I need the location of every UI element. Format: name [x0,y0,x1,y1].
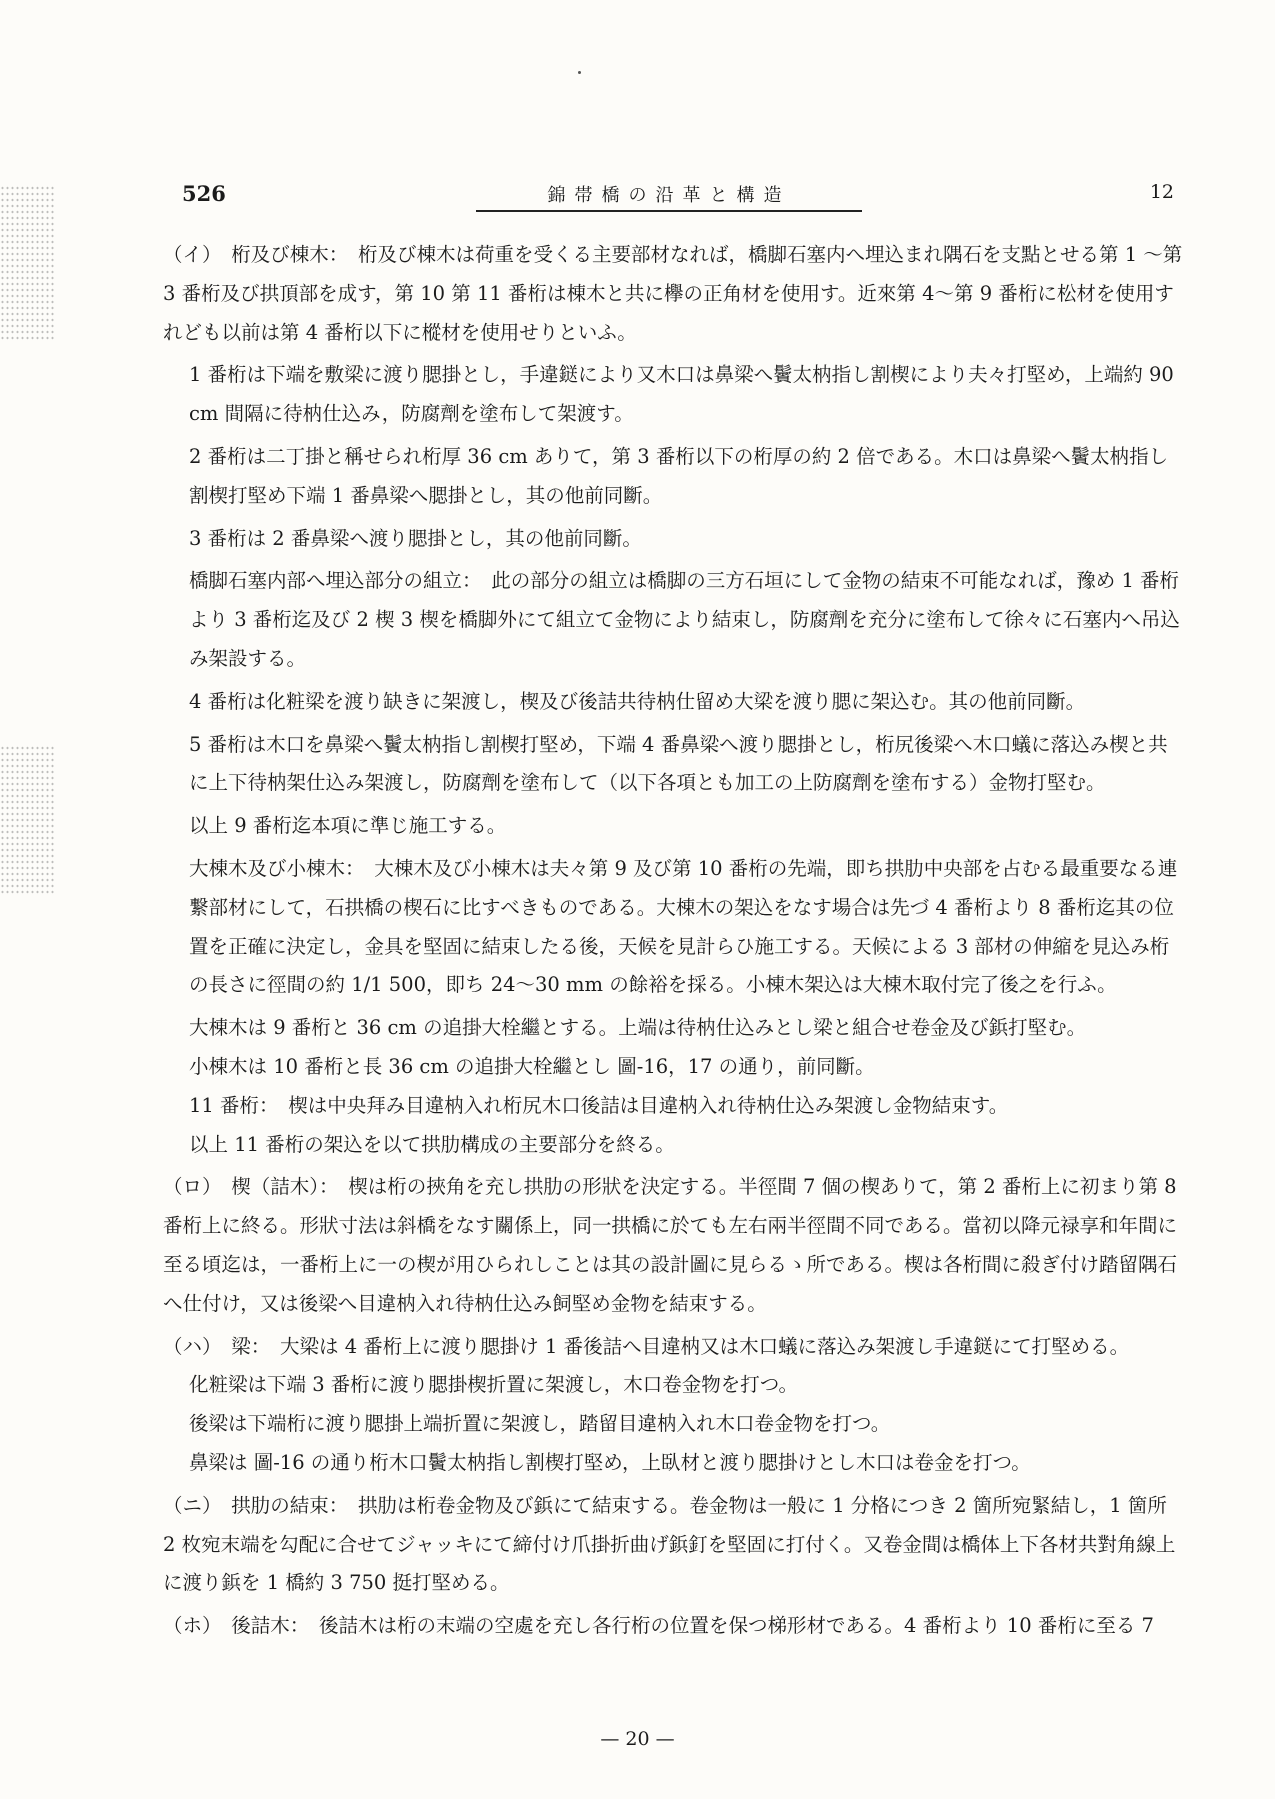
paragraph-ro: （ロ） 楔（詰木）： 楔は桁の挾角を充し拱肋の形狀を決定する。半徑間 7 個の楔ありて，第 2 番桁上に初まり第 8 番桁上に終る。形狀寸法は斜橋をなす關係上，同一拱橋に於ても左右兩半徑間不同である。當初以降元禄享和年間に至る頃迄は，一番桁上に一の楔が用ひられしことは其の設計圖に見らるゝ所である。楔は各桁間に殺ぎ付け踏留隅石へ仕付け，又は後梁へ目違枘入れ待枘仕込み飼堅め金物を結束する。 [163,1175,1178,1315]
paragraph: 1 番桁は下端を敷梁に渡り腮掛とし，手違鎹により又木口は鼻梁へ鬢太枘指し割楔により夫々打堅め，上端約 90 cm 間隔に待枘仕込み，防腐劑を塗布して架渡す。 [189,363,1174,426]
paragraph: 5 番桁は木口を鼻梁へ鬢太枘指し割楔打堅め，下端 4 番鼻梁へ渡り腮掛とし，桁尻後梁へ木口蟻に落込み楔と共に上下待枘架仕込み架渡し，防腐劑を塗布して（以下各項とも加工の上防腐劑を塗布する）金物打堅む。 [189,732,1168,795]
paragraph: 3 番桁は 2 番鼻梁へ渡り腮掛とし，其の他前同斷。 [189,526,642,550]
paragraph: 鼻梁は 圖-16 の通り桁木口鬢太枘指し割楔打堅め，上臥材と渡り腮掛けとし木口は卷金を打つ。 [189,1450,1031,1474]
paragraph: 化粧梁は下端 3 番桁に渡り腮掛楔折置に架渡し，木口卷金物を打つ。 [189,1373,799,1397]
scan-speckle-top [0,185,55,340]
footer-page-label: — 20 — [600,1728,675,1750]
paragraph: 橋脚石塞内部へ埋込部分の組立： 此の部分の組立は橋脚の三方石垣にして金物の結束不可能なれば，豫め 1 番桁より 3 番桁迄及び 2 楔 3 楔を橋脚外にて組立て金物により結束し，防腐劑を充分に塗布して徐々に石塞内へ吊込み架設する。 [189,569,1180,670]
scan-speckle-middle [0,745,55,895]
paragraph: 後梁は下端桁に渡り腮掛上端折置に架渡し，踏留目違枘入れ木口卷金物を打つ。 [189,1412,891,1436]
chapter-number: 12 [1149,181,1174,203]
page-footer [0,1728,1275,1750]
scan-dot [578,71,581,74]
body-text [163,236,1183,1646]
paragraph: 小棟木は 10 番桁と長 36 cm の追掛大栓繼とし 圖-16，17 の通り，前同斷。 [189,1054,875,1078]
paragraph: 2 番桁は二丁掛と稱せられ桁厚 36 cm ありて，第 3 番桁以下の桁厚の約 2 倍である。木口は鼻梁へ鬢太枘指し割楔打堅め下端 1 番鼻梁へ腮掛とし，其の他前同斷。 [189,444,1169,507]
paragraph: 11 番桁： 楔は中央拜み目違枘入れ桁尻木口後詰は目違枘入れ待枘仕込み架渡し金物結束す。 [189,1093,1009,1117]
paragraph: 4 番桁は化粧梁を渡り缺きに架渡し，楔及び後詰共待枘仕留め大梁を渡り腮に架込む。其の他前同斷。 [189,689,1086,713]
page-header [182,181,1174,215]
paragraph-i: （イ） 桁及び棟木： 桁及び棟木は荷重を受くる主要部材なれば，橋脚石塞内へ埋込まれ隅石を支點とせる第 1 ～第 3 番桁及び拱頂部を成す，第 10 第 11 番桁は棟木と共に欅の正角材を使用す。近來第 4～第 9 番桁に松材を使用すれども以前は第 4 番桁以下に樅材を使用せりといふ。 [163,243,1183,344]
paragraph: 大棟木及び小棟木： 大棟木及び小棟木は夫々第 9 及び第 10 番桁の先端，即ち拱肋中央部を占むる最重要なる連繋部材にして，石拱橋の楔石に比すべきものである。大棟木の架込をなす場合は先づ 4 番桁より 8 番桁迄其の位置を正確に決定し，金具を堅固に結束したる後，天候を見計らひ施工する。天候による 3 部材の伸縮を見込み桁の長さに徑間の約 1/1 500，即ち 24～30 mm の餘裕を採る。小棟木架込は大棟木取付完了後之を行ふ。 [189,856,1178,997]
paragraph-ha: （ハ） 梁： 大梁は 4 番桁上に渡り腮掛け 1 番後詰へ目違枘又は木口蟻に落込み架渡し手違鎹にて打堅める。 [163,1334,1130,1358]
paragraph: 以上 11 番桁の架込を以て拱肋構成の主要部分を終る。 [189,1132,675,1156]
page-number: 526 [182,181,226,206]
running-title: 錦帯橋の沿革と構造 [476,181,862,212]
paragraph: 大棟木は 9 番桁と 36 cm の追掛大栓繼とする。上端は待枘仕込みとし梁と組合せ卷金及び鋲打堅む。 [189,1016,1087,1040]
paragraph-ho: （ホ） 後詰木： 後詰木は桁の末端の空處を充し各行桁の位置を保つ梯形材である。4 番桁より 10 番桁に至る 7 [163,1614,1154,1638]
paragraph-ni: （ニ） 拱肋の結束： 拱肋は桁卷金物及び鋲にて結束する。卷金物は一般に 1 分格につき 2 箇所宛緊結し，1 箇所 2 枚宛末端を勾配に合せてジャッキにて締付け爪掛折曲げ鋲釘を堅固に打付く。又卷金間は橋体上下各材共對角線上に渡り鋲を 1 橋約 3 750 挺打堅める。 [163,1493,1176,1595]
paragraph: 以上 9 番桁迄本項に準じ施工する。 [189,814,507,838]
